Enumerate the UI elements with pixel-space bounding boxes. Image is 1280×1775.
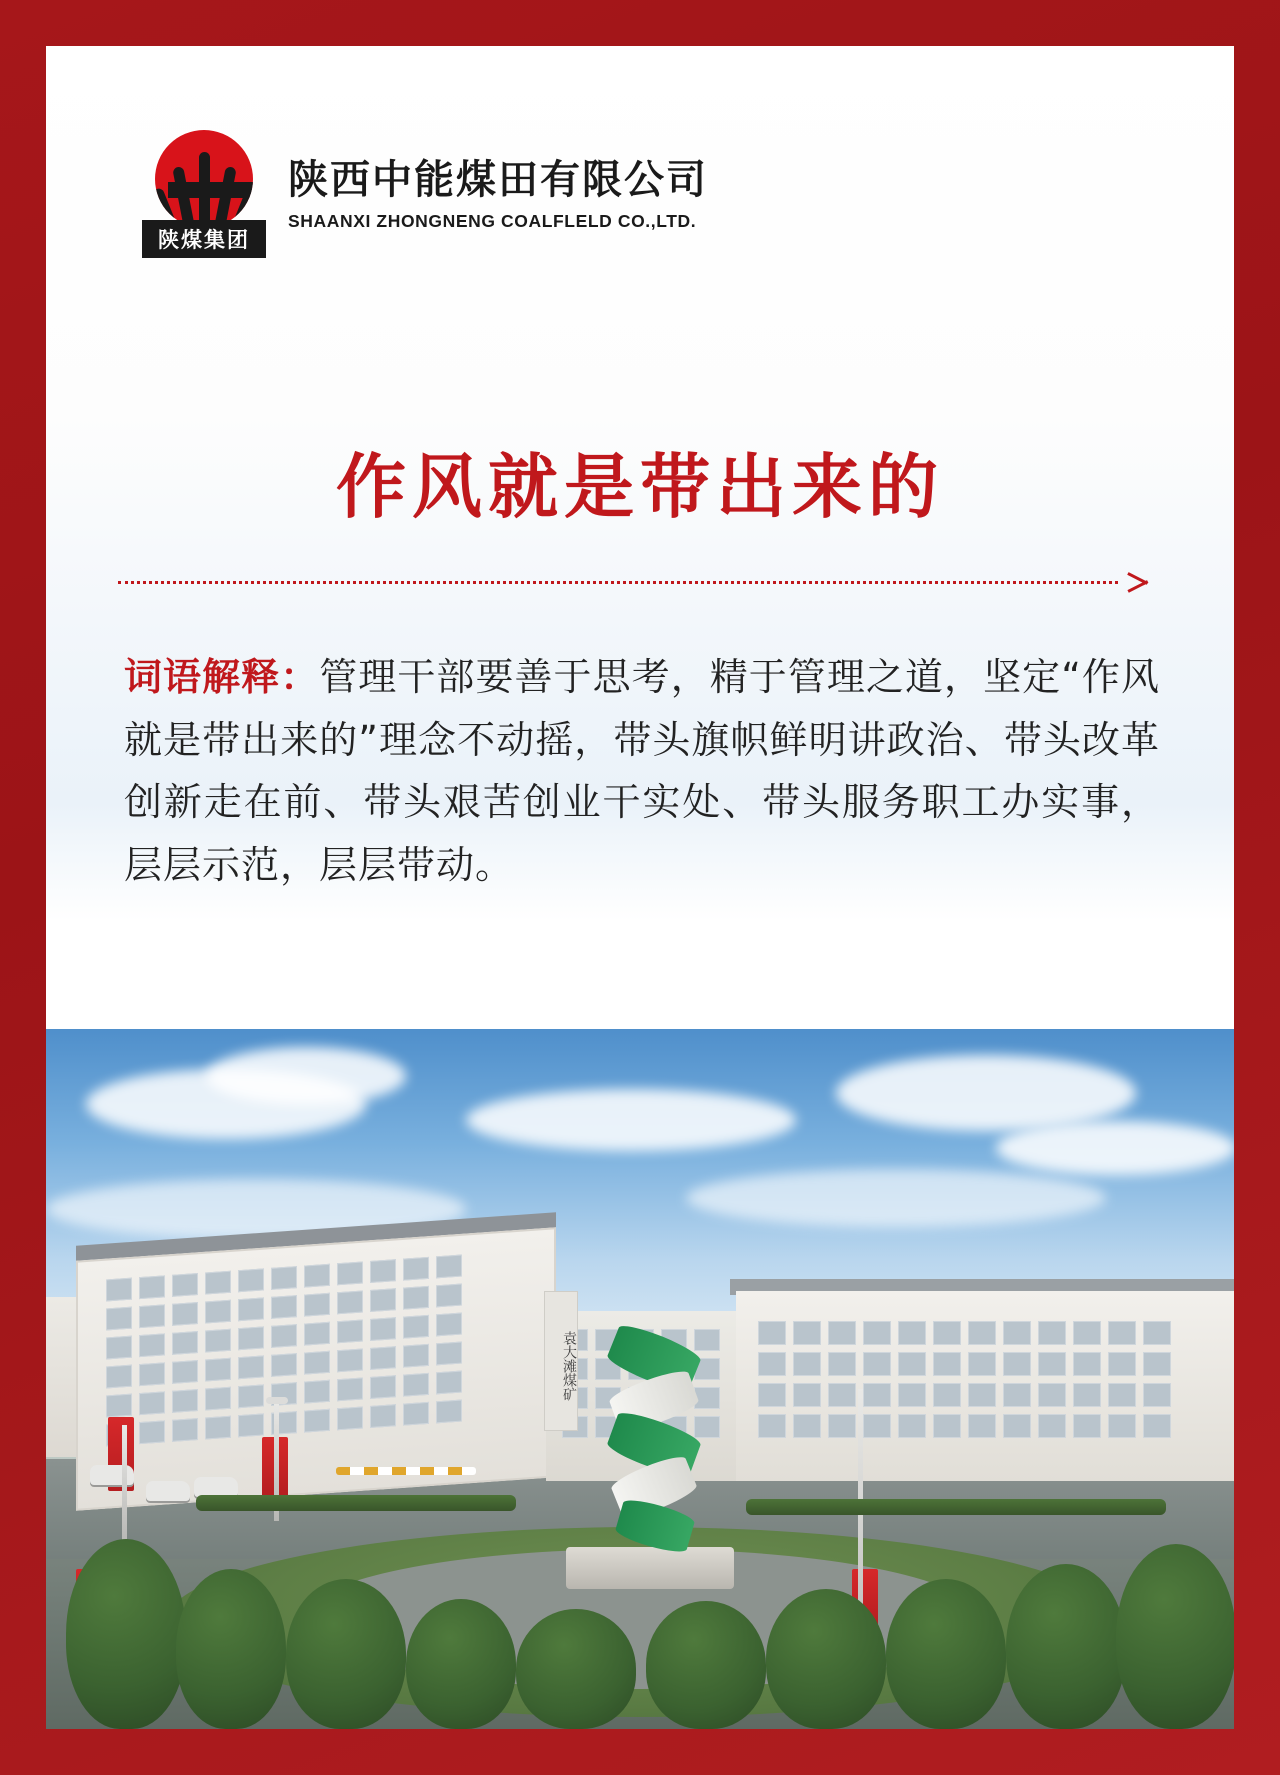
photo-monument-sculpture: [608, 1329, 700, 1554]
photo-gate-barrier: [336, 1467, 476, 1475]
photo-car: [146, 1481, 190, 1501]
logo-plate-text: 陕煤集团: [142, 220, 266, 258]
photo-tree: [766, 1589, 886, 1729]
photo-tree: [886, 1579, 1006, 1729]
photo-car: [194, 1477, 238, 1497]
poster-inner-card: [46, 46, 1234, 1729]
page-title: 作风就是带出来的: [336, 446, 944, 528]
arrow-right-icon: [1128, 570, 1158, 594]
company-logo-icon: [142, 124, 266, 258]
divider-dotted-line: [118, 581, 1118, 584]
photo-hedge: [746, 1499, 1166, 1515]
campus-photo: [46, 1029, 1234, 1729]
company-name-cn: 陕西中能煤田有限公司: [288, 157, 708, 203]
body-paragraph: [124, 646, 1160, 897]
company-name-block: [288, 150, 708, 232]
photo-tree: [66, 1539, 186, 1729]
photo-tree: [1006, 1564, 1126, 1729]
photo-windows-right: [758, 1321, 1171, 1438]
photo-light-pole: [122, 1425, 127, 1545]
photo-car: [90, 1465, 134, 1485]
photo-tree: [406, 1599, 516, 1729]
photo-tree: [646, 1601, 766, 1729]
photo-mine-sign: 袁大滩煤矿: [544, 1291, 578, 1431]
header: [142, 124, 708, 258]
photo-hedge: [196, 1495, 516, 1511]
photo-windows-left: [106, 1255, 462, 1447]
photo-tree: [1116, 1544, 1234, 1729]
divider: [118, 570, 1158, 594]
photo-lamp-head: [266, 1397, 288, 1404]
body-label: 词语解释：: [124, 655, 320, 699]
photo-tree: [176, 1569, 286, 1729]
photo-tree: [286, 1579, 406, 1729]
company-name-en: SHAANXI ZHONGNENG COALFLELD CO.,LTD.: [288, 211, 697, 231]
logo-pillars-shape: [155, 130, 253, 228]
body-content: 管理干部要善于思考，精于管理之道，坚定“作风就是带出来的”理念不动摇，带头旗帜鲜明讲政治、带头改革创新走在前、带头艰苦创业干实处、带头服务职工办实事，层层示范，层层带动。: [124, 655, 1160, 888]
photo-tree: [516, 1609, 636, 1729]
